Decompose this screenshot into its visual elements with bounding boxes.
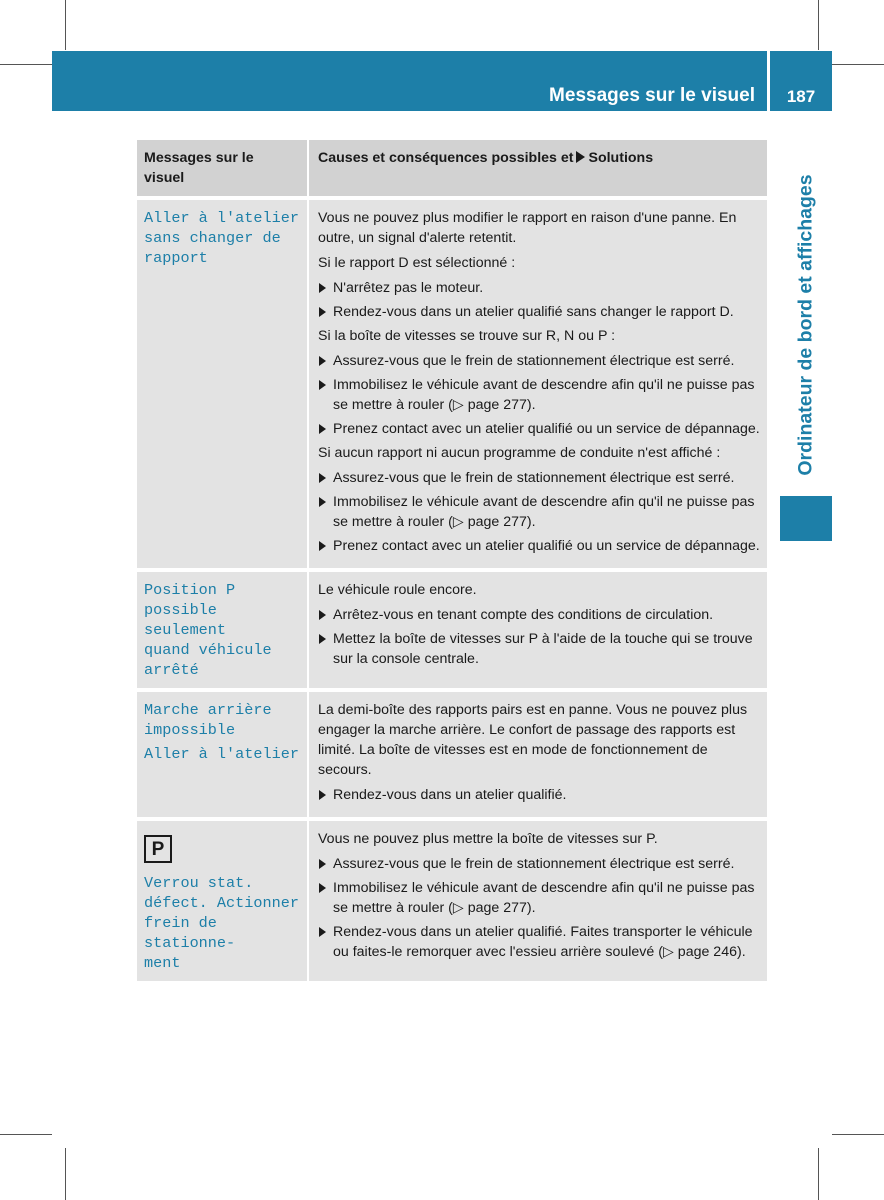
message-cell — [137, 692, 309, 817]
instruction-bullet: Immobilisez le véhicule avant de descendre afin qu'il ne puisse pas se mettre à rouler (▷ page 277). — [318, 492, 760, 532]
solution-cell — [309, 572, 767, 688]
page-title: Messages sur le visuel — [549, 85, 755, 106]
instruction-bullet: N'arrêtez pas le moteur. — [318, 278, 760, 298]
info-paragraph: La demi-boîte des rapports pairs est en panne. Vous ne pouvez plus engager la marche arrière. Le confort de passage des rapports est limité. La boîte de vitesses est en mode de fonctionnement de secours. — [318, 702, 748, 778]
display-message: Position P possible seulement quand véhicule arrêté — [144, 581, 272, 679]
header-band — [52, 51, 767, 111]
parking-p-icon: P — [144, 835, 172, 863]
crop-mark — [818, 0, 819, 50]
crop-mark — [65, 0, 66, 50]
instruction-bullet: Rendez-vous dans un atelier qualifié. Faites transporter le véhicule ou faites-le remorquer avec l'essieu arrière soulevé (▷ page 246). — [318, 922, 760, 962]
crop-mark — [0, 1134, 52, 1135]
info-paragraph: Vous ne pouvez plus modifier le rapport en raison d'une panne. En outre, un signal d'alerte retentit. — [318, 210, 737, 246]
table-row — [137, 692, 767, 817]
info-paragraph: Si la boîte de vitesses se trouve sur R, N ou P : — [318, 328, 616, 344]
display-message: Verrou stat. défect. Actionner frein de stationne‐ ment — [144, 874, 299, 972]
info-paragraph: Le véhicule roule encore. — [318, 582, 477, 598]
instruction-bullet: Immobilisez le véhicule avant de descendre afin qu'il ne puisse pas se mettre à rouler (▷ page 277). — [318, 878, 760, 918]
table-row — [137, 821, 767, 981]
instruction-bullet: Immobilisez le véhicule avant de descendre afin qu'il ne puisse pas se mettre à rouler (▷ page 277). — [318, 375, 760, 415]
messages-table — [137, 140, 767, 985]
message-cell — [137, 200, 309, 568]
page-number: 187 — [786, 87, 816, 106]
instruction-bullet: Prenez contact avec un atelier qualifié ou un service de dépannage. — [318, 419, 760, 439]
info-paragraph: Si le rapport D est sélectionné : — [318, 255, 516, 271]
message-cell — [137, 821, 309, 981]
info-paragraph: Vous ne pouvez plus mettre la boîte de vitesses sur P. — [318, 831, 658, 847]
crop-mark — [832, 1134, 884, 1135]
page-number-box — [770, 51, 832, 111]
crop-mark — [832, 64, 884, 65]
crop-mark — [0, 64, 52, 65]
instruction-bullet: Rendez-vous dans un atelier qualifié. — [318, 785, 760, 805]
info-paragraph: Si aucun rapport ni aucun programme de conduite n'est affiché : — [318, 445, 721, 461]
crop-mark — [818, 1148, 819, 1200]
instruction-bullet: Assurez-vous que le frein de stationnement électrique est serré. — [318, 351, 760, 371]
message-cell — [137, 572, 309, 688]
instruction-bullet: Arrêtez-vous en tenant compte des conditions de circulation. — [318, 605, 760, 625]
display-message: Aller à l'atelier sans changer de rapport — [144, 209, 299, 267]
display-message: Marche arrière impossible — [144, 701, 272, 739]
chapter-tab — [780, 496, 832, 541]
column-header-causes-text: Causes et conséquences possibles et — [318, 150, 574, 166]
arrow-right-icon — [576, 151, 585, 163]
table-header-row — [137, 140, 767, 196]
column-header-causes — [309, 140, 767, 196]
instruction-bullet: Mettez la boîte de vitesses sur P à l'aide de la touche qui se trouve sur la console centrale. — [318, 629, 760, 669]
solution-cell — [309, 821, 767, 981]
table-row — [137, 572, 767, 688]
instruction-bullet: Assurez-vous que le frein de stationnement électrique est serré. — [318, 854, 760, 874]
solution-cell — [309, 200, 767, 568]
chapter-title: Ordinateur de bord et affichages — [794, 174, 817, 476]
instruction-bullet: Assurez-vous que le frein de stationnement électrique est serré. — [318, 468, 760, 488]
instruction-bullet: Rendez-vous dans un atelier qualifié sans changer le rapport D. — [318, 302, 760, 322]
display-message: Aller à l'atelier — [144, 745, 299, 763]
solution-cell — [309, 692, 767, 817]
column-header-messages-text: Messages sur le visuel — [144, 150, 254, 186]
crop-mark — [65, 1148, 66, 1200]
column-header-messages — [137, 140, 309, 196]
instruction-bullet: Prenez contact avec un atelier qualifié ou un service de dépannage. — [318, 536, 760, 556]
table-row — [137, 200, 767, 568]
column-header-solutions-text: Solutions — [588, 150, 654, 166]
